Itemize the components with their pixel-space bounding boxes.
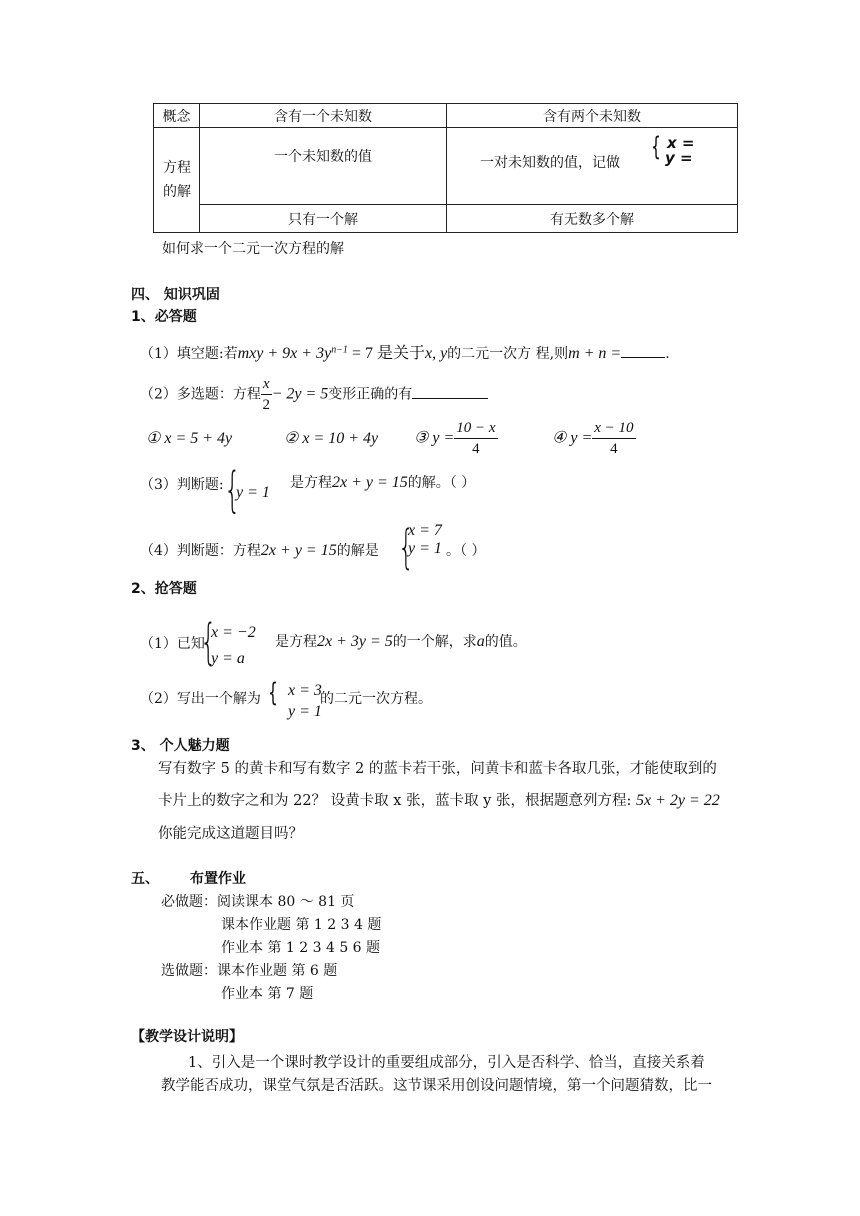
section4-sub3: 3、 个人魅力题 — [131, 738, 230, 754]
q4-sys-y: y = 1 — [408, 540, 442, 557]
sys-x: x = — [667, 134, 695, 152]
q2: （2）多选题：方程 $\frac{x}{2}$ − 2y = 5变形正确的有 — [140, 374, 488, 415]
q1: （1）填空题:若mxy + $9x + 3y^{n-1} = 7$ 是关于x, y的二元一次方 程,则m + n = . — [140, 344, 670, 362]
option-2: ② x = 10 + 4y — [284, 430, 379, 447]
brace-icon: { — [268, 678, 278, 708]
design-line-2: 教学能否成功，课堂气氛是否活跃。这节课采用创设问题情境，第一个问题猜数，比一 — [161, 1078, 712, 1094]
r2-text: 的二元一次方程。 — [320, 691, 432, 707]
q4-end: 。（ ） — [446, 543, 486, 559]
header-concept: 概念 — [154, 104, 200, 128]
cell-two-text: 一对未知数的值，记做 — [480, 155, 620, 171]
r1-text: 是方程2x + 3y = 5的一个解，求a的值。 — [275, 633, 527, 650]
homework-line-1: 必做题：阅读课本 80 ～ 81 页 — [161, 894, 355, 910]
cell-one-value: 一个未知数的值 — [200, 128, 447, 205]
cell-two-count: 有无数多个解 — [447, 205, 738, 233]
problem-line-1: 写有数字 5 的黄卡和写有数字 2 的蓝卡若干张，问黄卡和蓝卡各取几张，才能使取到的 — [158, 761, 717, 777]
r2-sys-y: y = 1 — [288, 703, 322, 720]
concept-table — [153, 103, 738, 233]
option-1: ① x = 5 + 4y — [146, 430, 233, 447]
answer-blank[interactable] — [412, 398, 488, 399]
homework-line-4: 选做题：课本作业题 第 6 题 — [161, 963, 338, 979]
design-title: 【教学设计说明】 — [131, 1029, 243, 1045]
design-line-1: 1、引入是一个课时教学设计的重要组成部分，引入是否科学、恰当，直接关系着 — [188, 1055, 705, 1071]
r2-sys-x: x = 3 — [288, 682, 322, 699]
option-4: ④ y = $\frac{x - 10}{4}$ — [552, 420, 634, 457]
r1-sys-y: y = a — [211, 650, 245, 667]
section4-title: 四、 知识巩固 — [131, 287, 220, 303]
homework-line-5: 作业本 第 7 题 — [221, 986, 314, 1002]
r1-sys-x: x = −2 — [211, 624, 256, 641]
section5-num: 五、 — [131, 871, 159, 887]
answer-blank[interactable] — [621, 357, 665, 358]
brace-icon: { — [200, 614, 217, 670]
section5-title: 布置作业 — [190, 871, 246, 887]
sys-y: y = — [665, 149, 693, 167]
q3-label: （3）判断题: — [140, 477, 224, 493]
header-one-unknown: 含有一个未知数 — [200, 104, 447, 128]
r1-label: （1）已知 — [140, 636, 205, 652]
homework-line-2: 课本作业题 第 1 2 3 4 题 — [221, 917, 382, 933]
brace-icon: { — [651, 132, 661, 162]
cell-one-count: 只有一个解 — [200, 205, 447, 233]
q3-sys-y: y = 1 — [236, 484, 270, 501]
problem-line-2: 卡片上的数字之和为 22？ 设黄卡取 x 张，蓝卡取 y 张，根据题意列方程: 5x + 2y = 22 — [158, 792, 720, 809]
q3-text: 是方程2x + y = 15的解。（ ） — [290, 474, 476, 491]
q4-sys-x: x = 7 — [408, 522, 442, 539]
homework-line-3: 作业本 第 1 2 3 4 5 6 题 — [221, 940, 381, 956]
q4-text: （4）判断题：方程2x + y = 15的解是 — [140, 542, 379, 559]
row-label: 方程的解 — [154, 128, 200, 233]
brace-icon: { — [398, 520, 415, 574]
cell-two-value — [447, 128, 738, 205]
brace-icon: { — [224, 462, 241, 518]
problem-line-3: 你能完成这道题目吗？ — [158, 826, 303, 842]
section4-sub1: 1、必答题 — [131, 309, 197, 325]
after-table-text: 如何求一个二元一次方程的解 — [162, 241, 344, 257]
header-two-unknowns: 含有两个未知数 — [447, 104, 738, 128]
r2-label: （2）写出一个解为 — [140, 691, 261, 707]
option-3: ③ y = $\frac{10 - x}{4}$ — [414, 420, 496, 457]
section4-sub2: 2、抢答题 — [131, 581, 197, 597]
